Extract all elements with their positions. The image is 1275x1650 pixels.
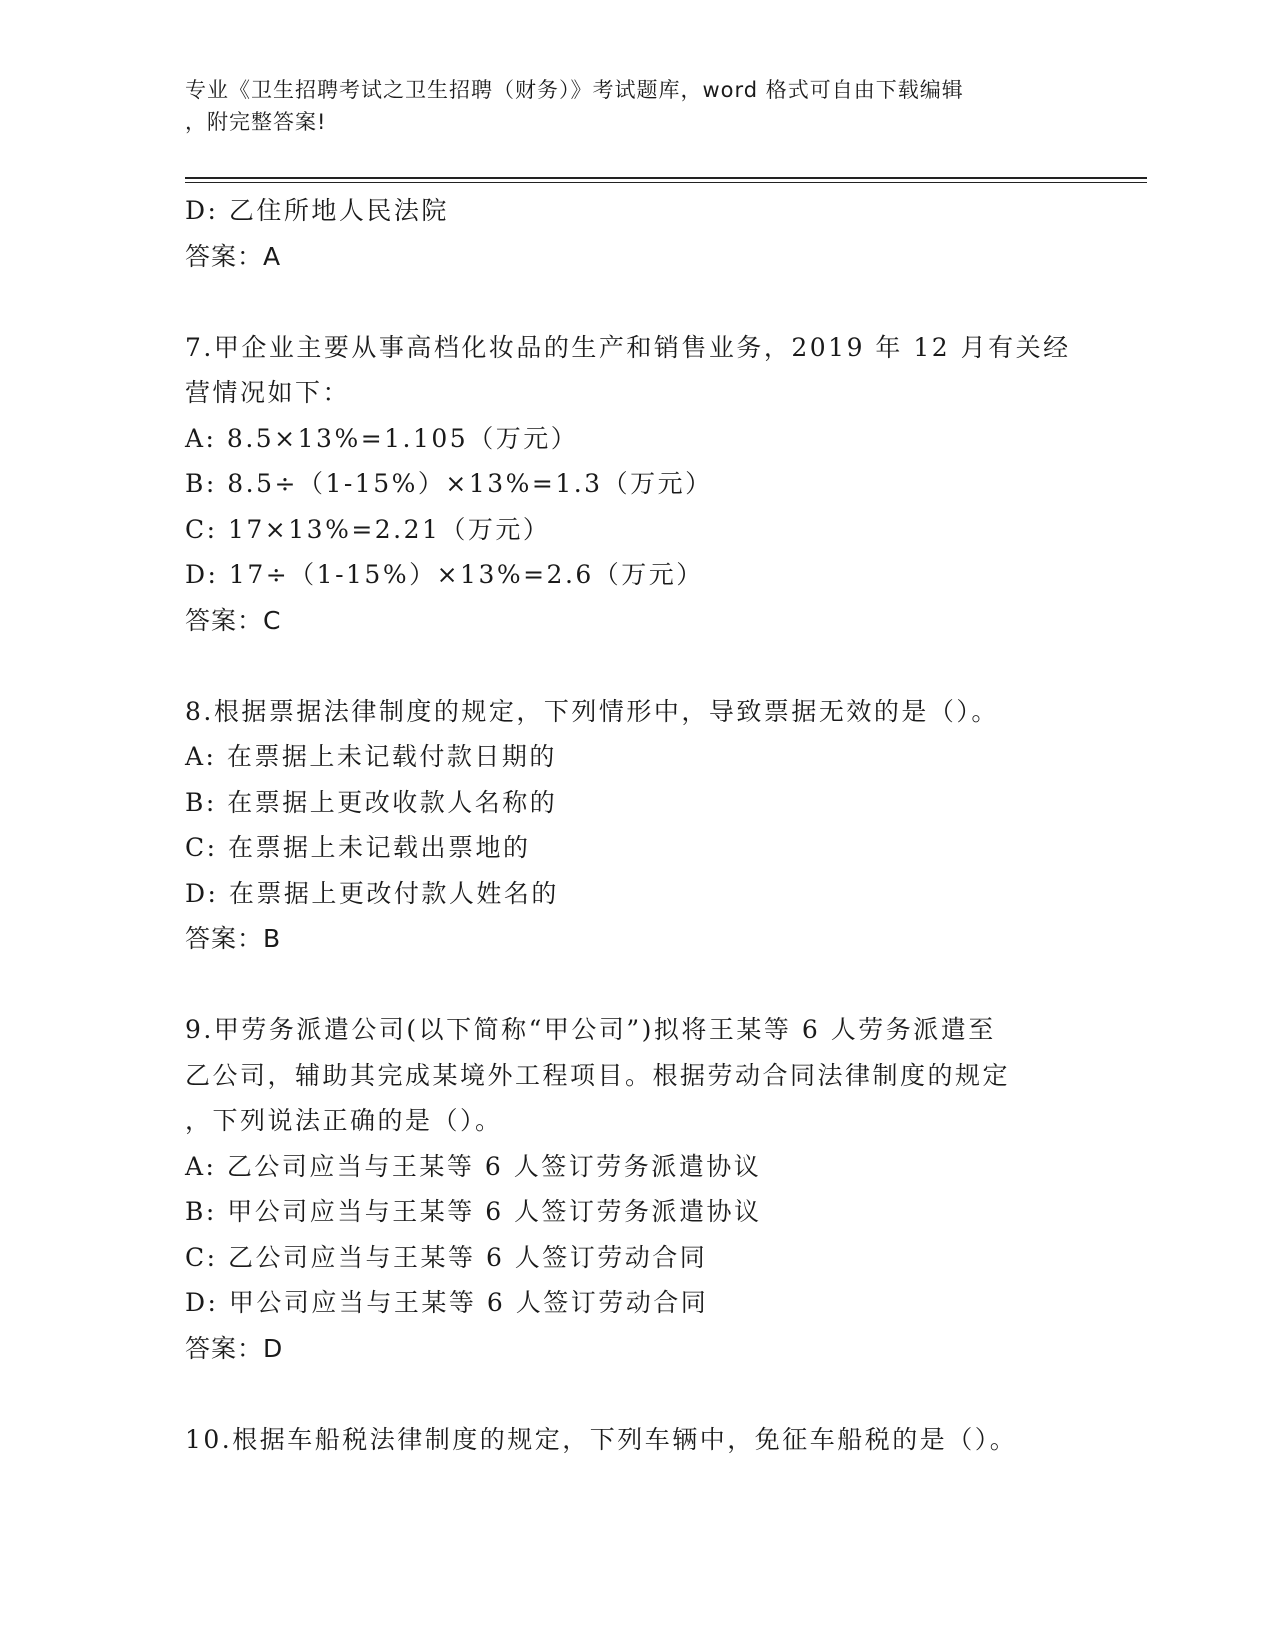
question-9-stem: 9.甲劳务派遣公司(以下简称“甲公司”)拟将王某等 6 人劳务派遣至 bbox=[185, 1015, 996, 1044]
answer: 答案：A bbox=[185, 241, 282, 271]
question-8-option-b: B: 在票据上更改收款人名称的 bbox=[185, 787, 558, 817]
document-header bbox=[185, 74, 1085, 138]
question-9-stem: ，下列说法正确的是（）。 bbox=[185, 1106, 503, 1135]
question-8-option-d: D: 在票据上更改付款人姓名的 bbox=[185, 878, 559, 908]
header-rule-thick bbox=[185, 177, 1147, 179]
question-8-option-a: A: 在票据上未记载付款日期的 bbox=[185, 742, 557, 771]
question-7-option-b: B: 8.5÷（1-15%）×13%=1.3（万元） bbox=[185, 469, 713, 498]
question-7-stem: 营情况如下： bbox=[185, 378, 351, 407]
question-9-option-b: B: 甲公司应当与王某等 6 人签订劳务派遣协议 bbox=[185, 1197, 762, 1226]
question-9-answer: 答案：D bbox=[185, 1333, 284, 1363]
spacer bbox=[185, 279, 1085, 325]
question-9-option-c: C: 乙公司应当与王某等 6 人签订劳动合同 bbox=[185, 1242, 708, 1272]
header-rule-thin bbox=[185, 182, 1147, 183]
option-d: D: 乙住所地人民法院 bbox=[185, 196, 449, 225]
question-8-answer: 答案：B bbox=[185, 924, 282, 953]
question-7-stem: 7.甲企业主要从事高档化妆品的生产和销售业务，2019 年 12 月有关经 bbox=[185, 332, 1071, 362]
header-line-2: ，附完整答案! bbox=[185, 110, 327, 134]
question-8-stem: 8.根据票据法律制度的规定，下列情形中，导致票据无效的是（）。 bbox=[185, 696, 999, 726]
question-7-option-c: C: 17×13%=2.21（万元） bbox=[185, 514, 551, 544]
question-7-option-d: D: 17÷（1-15%）×13%=2.6（万元） bbox=[185, 560, 704, 589]
spacer bbox=[185, 962, 1085, 1008]
spacer bbox=[185, 643, 1085, 689]
header-line-1: 专业《卫生招聘考试之卫生招聘（财务）》考试题库，word 格式可自由下载编辑 bbox=[185, 78, 964, 102]
question-8-option-c: C: 在票据上未记载出票地的 bbox=[185, 833, 531, 862]
question-10-stem: 10.根据车船税法律制度的规定，下列车辆中，免征车船税的是（）。 bbox=[185, 1424, 1018, 1454]
question-9-stem: 乙公司，辅助其完成某境外工程项目。根据劳动合同法律制度的规定 bbox=[185, 1060, 1011, 1090]
question-9-option-a: A: 乙公司应当与王某等 6 人签订劳务派遣协议 bbox=[185, 1151, 762, 1181]
question-7-option-a: A: 8.5×13%=1.105（万元） bbox=[185, 423, 579, 453]
question-7-answer: 答案：C bbox=[185, 605, 282, 635]
question-9-option-d: D: 甲公司应当与王某等 6 人签订劳动合同 bbox=[185, 1288, 709, 1317]
document-body bbox=[185, 188, 1085, 1462]
spacer bbox=[185, 1371, 1085, 1417]
